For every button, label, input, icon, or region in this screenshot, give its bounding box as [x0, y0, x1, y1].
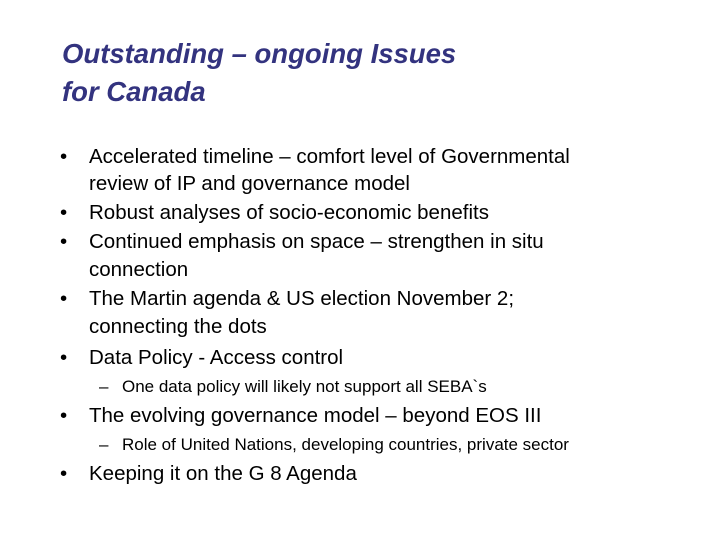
bullet-item-4-line-1: The Martin agenda & US election November 2; [89, 287, 515, 310]
bullet-item-5-line-1: Data Policy - Access control [89, 346, 344, 369]
bullet-marker: • [60, 346, 68, 369]
bullet-item-7-line-1: Keeping it on the G 8 Agenda [89, 462, 357, 485]
bullet-item-4-line-2: connecting the dots [89, 315, 267, 338]
bullet-item-3-line-1: Continued emphasis on space – strengthen in situ [89, 230, 544, 253]
slide-title-line-1: Outstanding – ongoing Issues [62, 38, 457, 69]
sub-bullet-marker: – [99, 435, 109, 454]
bullet-marker: • [60, 230, 68, 253]
sub-bullet-marker: – [99, 377, 109, 396]
bullet-item-3-line-2: connection [89, 258, 189, 281]
bullet-marker: • [60, 201, 68, 224]
bullet-item-1-line-2: review of IP and governance model [89, 172, 410, 195]
bullet-marker: • [60, 404, 68, 427]
sub-bullet-item-1: One data policy will likely not support all SEBA`s [122, 377, 487, 396]
sub-bullet-item-2: Role of United Nations, developing countries, private sector [122, 435, 569, 454]
bullet-marker: • [60, 287, 68, 310]
bullet-item-1-line-1: Accelerated timeline – comfort level of Governmental [89, 145, 570, 168]
bullet-marker: • [60, 462, 68, 485]
slide-title [62, 35, 682, 111]
bullet-item-6-line-1: The evolving governance model – beyond EOS III [89, 404, 542, 427]
slide-title-line-2: for Canada [62, 76, 206, 107]
bullet-item-2-line-1: Robust analyses of socio-economic benefits [89, 201, 489, 224]
bullet-marker: • [60, 145, 68, 168]
